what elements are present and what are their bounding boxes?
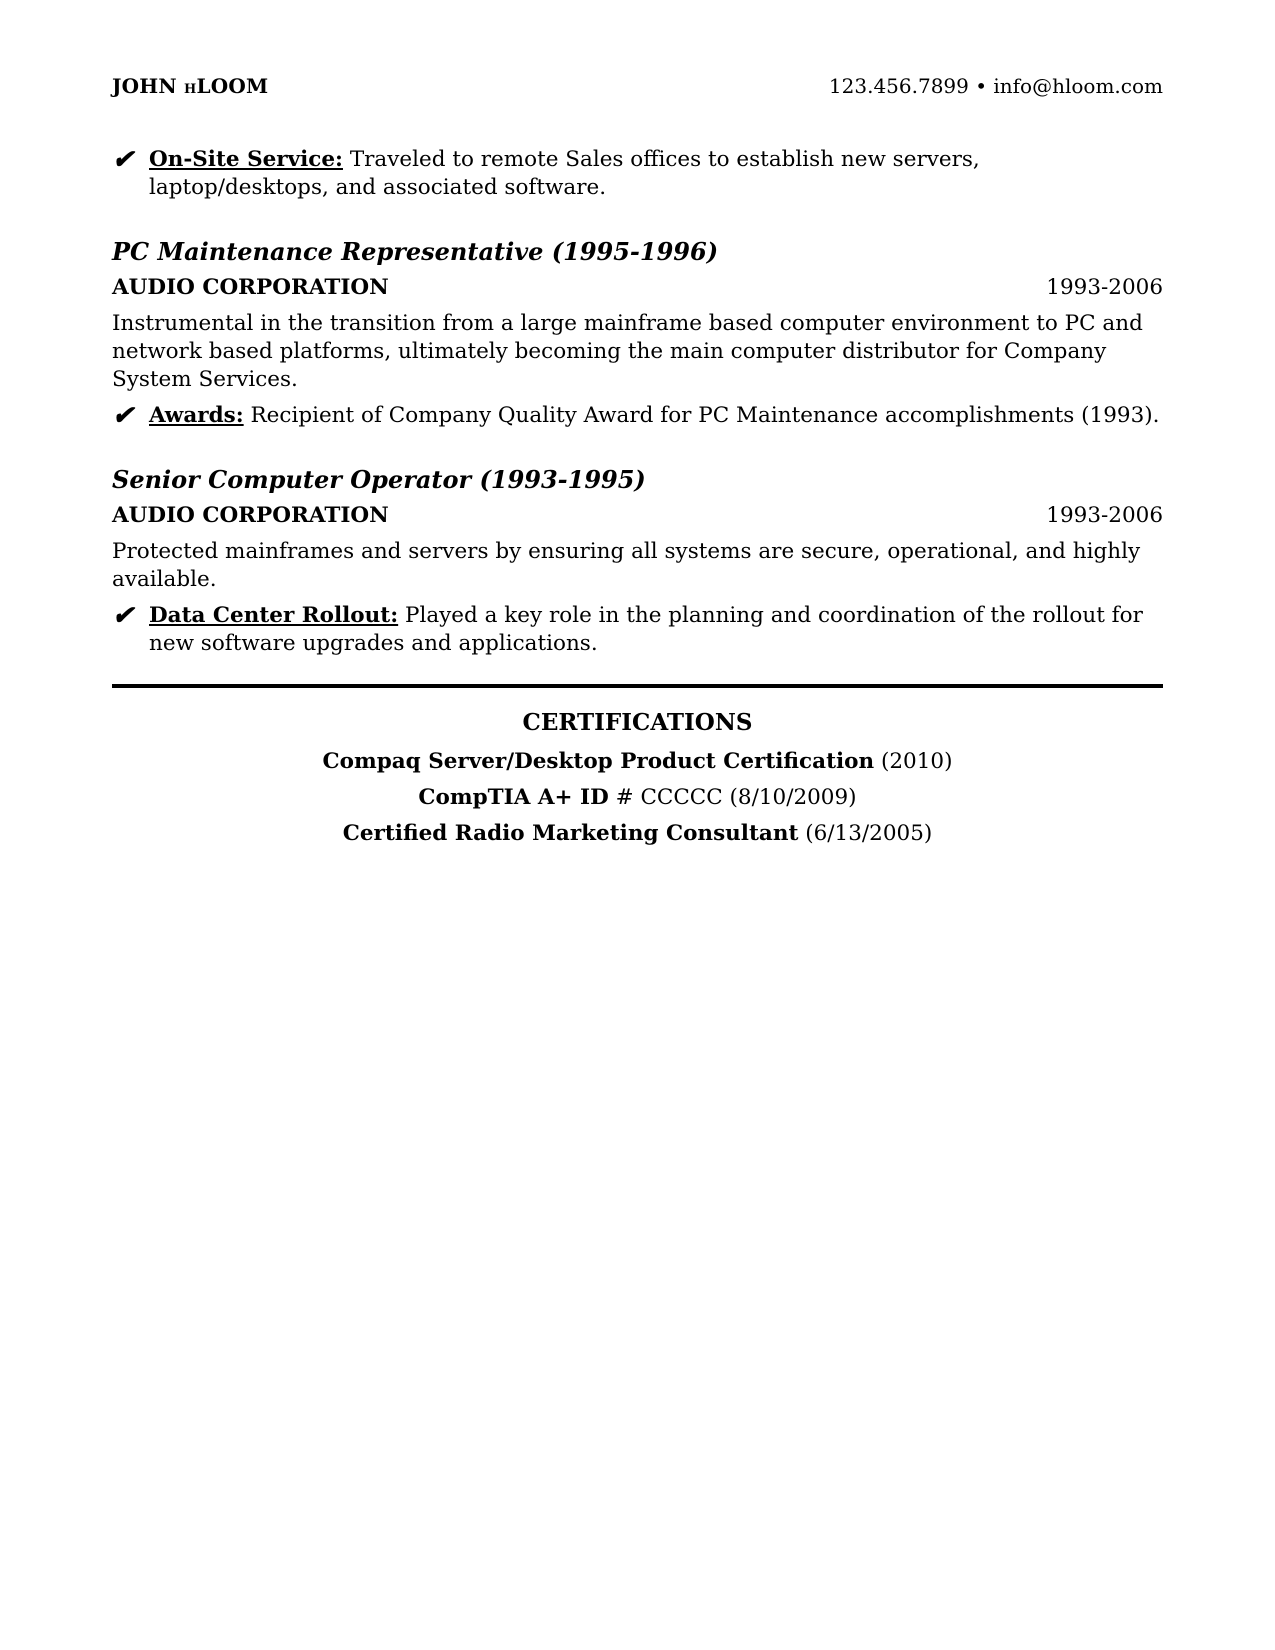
page-header (112, 72, 1163, 104)
certification-detail: # CCCCC (8/10/2009) (608, 785, 857, 810)
name-last: LOOM (196, 74, 269, 98)
bullet-content (149, 146, 1163, 202)
certification-detail: (6/13/2005) (798, 821, 933, 846)
bullet-label: On-Site Service: (149, 147, 343, 172)
employment-dates: 1993-2006 (1046, 503, 1163, 528)
certification-name: CompTIA A+ ID (418, 785, 609, 810)
bullet-awards (112, 402, 1163, 430)
section-divider (112, 684, 1163, 688)
contact-info: 123.456.7899 • info@hloom.com (828, 74, 1163, 98)
job-title: Senior Computer Operator (1993-1995) (112, 465, 646, 494)
certification-item (112, 748, 1163, 776)
checkmark-icon: ✔ (112, 601, 134, 631)
job-description: Protected mainframes and servers by ensuring all systems are secure, operational, and highly available. (112, 539, 1141, 592)
certification-item (112, 820, 1163, 848)
certifications-heading: CERTIFICATIONS (522, 709, 753, 736)
checkmark-icon: ✔ (112, 401, 134, 431)
bullet-content (149, 402, 1159, 430)
bullet-data-center-rollout (112, 602, 1163, 658)
certification-item (112, 784, 1163, 812)
certification-name: Compaq Server/Desktop Product Certification (322, 749, 875, 774)
job-description: Instrumental in the transition from a large mainframe based computer environment to PC and network based platforms, ultimately becoming the main computer distributor for Company System Services. (112, 311, 1143, 392)
certification-name: Certified Radio Marketing Consultant (342, 821, 799, 846)
certification-detail: (2010) (874, 749, 953, 774)
checkmark-icon: ✔ (112, 145, 134, 175)
bullet-text: Recipient of Company Quality Award for PC Maintenance accomplishments (1993). (243, 403, 1160, 428)
bullet-text: Played a key role in the planning and coordination of the rollout for new software upgrades and applications. (149, 603, 1143, 656)
company-row (112, 274, 1163, 302)
company-name: AUDIO CORPORATION (112, 503, 389, 528)
bullet-label: Data Center Rollout: (149, 603, 399, 628)
bullet-onsite-service (112, 146, 1163, 202)
job-title: PC Maintenance Representative (1995-1996) (112, 237, 719, 266)
bullet-text: Traveled to remote Sales offices to establish new servers, laptop/desktops, and associated software. (149, 147, 980, 200)
bullet-label: Awards: (149, 403, 244, 428)
name-first: JOHN (112, 74, 185, 98)
company-name: AUDIO CORPORATION (112, 275, 389, 300)
employment-dates: 1993-2006 (1046, 275, 1163, 300)
candidate-name (112, 72, 268, 104)
company-row (112, 502, 1163, 530)
name-smallcap: H (184, 82, 197, 97)
bullet-content (149, 602, 1163, 658)
